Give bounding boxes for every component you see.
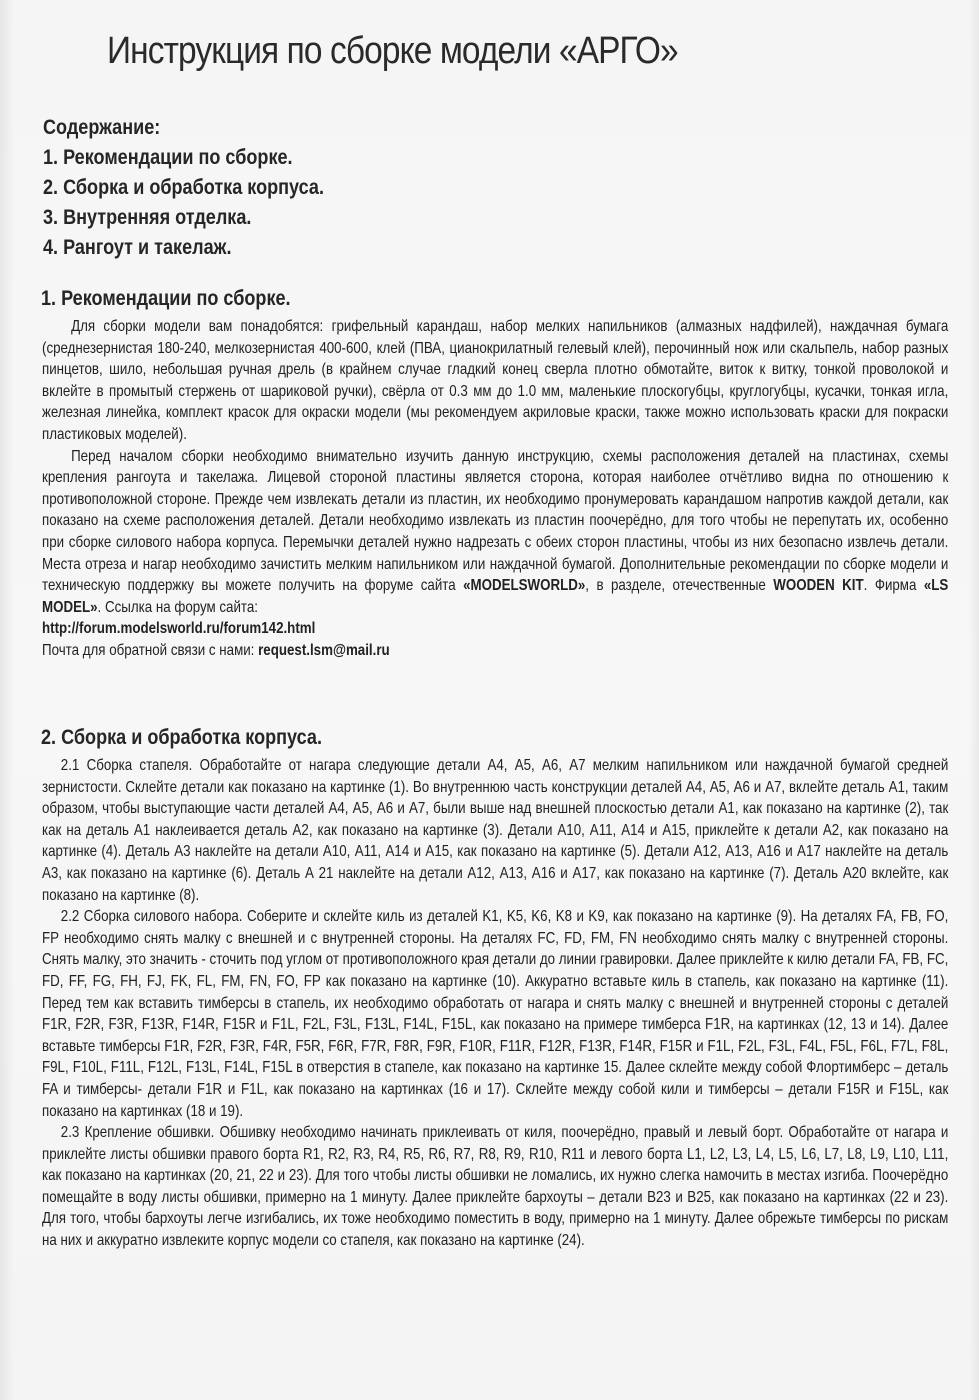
section2-2-paragraph: 2.2 Сборка силового набора. Соберите и склейте киль из деталей K1, K5, K6, K8 и K9, как показано на картинке (9). На деталях FA, FB, FO, FP необходимо снять малку с внешней и с внутренней стороны. На деталях FC, FD, FM, FN необходимо снять малку с внутренней стороны. Снять малку, это значить - сточить под углом от противоположного края детали до линии гравировки. Далее приклейте к килю детали FA, FB, FC, FD, FF, FG, FH, FJ, FK, FL, FM, FN, FO, FP как показано на картинке (10). Аккуратно вставьте киль в стапель, как показано на картинке (11). Перед тем как вставить тимберсы в стапель, их необходимо обработать от нагара и снять малку с внешней и внутренней стороны с деталей F1R, F2R, F3R, F13R, F14R, F15R и F1L, F2L, F3L, F13L, F14L, F15L, как показано на примере тимберса F1R, на картинках (12, 13 и 14). Далее вставьте тимберсы F1R, F2R, F3R, F4R, F5R, F6R, F7R, F8R, F9R, F10R, F11R, F12R, F13R, F14R, F15R и F1L, F2L, F3L, F4L, F5L, F6L, F7L, F8L, F9L, F10L, F11L, F12L, F13L, F14L, F15L в отверстия в стапеле, как показано на картинке 15. Далее склейте между собой Флортимберс – деталь FA и тимберсы- детали F1R и F1L, как показано на картинках (16 и 17). Склейте между собой кили и тимберсы – детали F15R и F15L, как показано на картинках (18 и 19).	[42, 908, 949, 1120]
section1-body	[42, 316, 948, 662]
section2-3-paragraph: 2.3 Крепление обшивки. Обшивку необходимо начинать приклеивать от киля, поочерёдно, правый и левый борт. Обработайте от нагара и приклейте листы обшивки правого борта R1, R2, R3, R4, R5, R6, R7, R8, R9, R10, R11 и левого борта L1, L2, L3, L4, L5, L6, L7, L8, L9, L10, L11, как показано на картинках (20, 21, 22 и 23). Для того чтобы листы обшивки не ломались, их нужно слегка намочить в местах изгиба. Поочерёдно помещайте в воду листы обшивки, примерно на 1 минуту. Далее приклейте бархоуты – детали B23 и B25, как показано на картинках (22 и 23). Для того, чтобы бархоуты легче изгибались, их тоже необходимо поместить в воду, примерно на 1 минуту. Далее обрежьте тимберсы по рискам на них и аккуратно извлеките корпус модели со стапеля, как показано на картинке (24).	[42, 1124, 949, 1250]
section2-body	[42, 755, 948, 1252]
section1-paragraph-tools: Для сборки модели вам понадобятся: грифельный карандаш, набор мелких напильников (алмазных надфилей), наждачная бумага (среднезернистая 180-240, мелкозернистая 400-600, клей (ПВА, цианокрилатный гелевый клей), перочинный нож или скальпель, набор разных пинцетов, шило, небольшая ручная дрель (в крайнем случае гладкий конец сверла плотно обмотайте, виток к витку, тонкой проволокой и вклейте в промытый стержень от шариковой ручки), свёрла от 0.3 мм до 1.0 мм, маленькие плоскогубцы, круглогубцы, кусачки, тонкая игла, железная линейка, комплект красок для окраски модели (мы рекомендуем акриловые краски, также можно использовать краски для покраски пластиковых моделей).	[42, 318, 949, 443]
section1-heading: 1. Рекомендации по сборке.	[41, 287, 291, 310]
contact-line: Почта для обратной связи с нами: request.lsm@mail.ru	[42, 641, 390, 659]
toc-heading: Содержание:	[43, 116, 161, 139]
toc-item: 3. Внутренняя отделка.	[43, 206, 252, 229]
page-title: Инструкция по сборке модели «АРГО»	[107, 30, 678, 72]
company-name: «LS MODEL»	[42, 577, 949, 616]
toc-item: 1. Рекомендации по сборке.	[43, 146, 293, 169]
section1-paragraph-prep: Перед началом сборки необходимо внимательно изучить данную инструкцию, схемы расположения деталей на пластинах, схемы крепления рангоута и такелажа. Лицевой стороной пластины является сторона, которая наиболее отчётливо видна по отношению к противоположной стороне. Прежде чем извлекать детали из пластин, их необходимо пронумеровать карандашом напротив каждой детали, как показано на схеме расположения деталей. Детали необходимо извлекать из пластин поочерёдно, для того чтобы не перепутать их, особенно при сборке силового набора корпуса. Перемычки деталей нужно надрезать с обеих сторон пластины, чтобы из них безопасно извлечь детали. Места отреза и нагар необходимо зачистить мелким напильником или наждачной бумагой. Дополнительные рекомендации по сборке модели и техническую поддержку вы можете получить на форуме сайта «MODELSWORLD», в разделе, отечественные WOODEN KIT. Фирма «LS MODEL». Ссылка на форум сайта:	[42, 447, 949, 616]
section2-heading: 2. Сборка и обработка корпуса.	[41, 726, 322, 749]
site-name: «MODELSWORLD»	[463, 577, 586, 595]
section2-1-paragraph: 2.1 Сборка стапеля. Обработайте от нагара следующие детали А4, А5, А6, А7 мелким напильником или наждачной бумагой средней зернистости. Склейте детали как показано на картинке (1). Во внутреннюю часть конструкции деталей А4, А5, А6 и А7, вклейте деталь А1, таким образом, чтобы выступающие части деталей А4, А5, А6 и А7, были выше над внешней плоскостью детали А1, как показано на картинке (2), так как на деталь А1 наклеивается деталь А2, как показано на картинке (3). Детали А10, А11, А14 и А15, приклейте к детали А2, как показано на картинке (4). Деталь А3 наклейте на детали А10, А11, А14 и А15, как показано на картинке (5). Детали А12, А13, А16 и А17 наклейте на деталь А3, как показано на картинке (6). Деталь А 21 наклейте на детали А12, А13, А16 и А17, как показано на картинке (7). Деталь А20 вклейте, как показано на картинке (8).	[42, 757, 949, 904]
forum-link[interactable]: http://forum.modelsworld.ru/forum142.html	[42, 620, 316, 638]
toc-item: 2. Сборка и обработка корпуса.	[43, 176, 324, 199]
forum-section-name: WOODEN KIT	[773, 577, 864, 595]
scan-edge-left	[0, 0, 14, 1400]
scan-edge-right	[969, 0, 979, 1400]
toc-item: 4. Рангоут и такелаж.	[43, 236, 232, 259]
table-of-contents	[43, 113, 370, 263]
contact-email[interactable]: request.lsm@mail.ru	[258, 641, 390, 659]
